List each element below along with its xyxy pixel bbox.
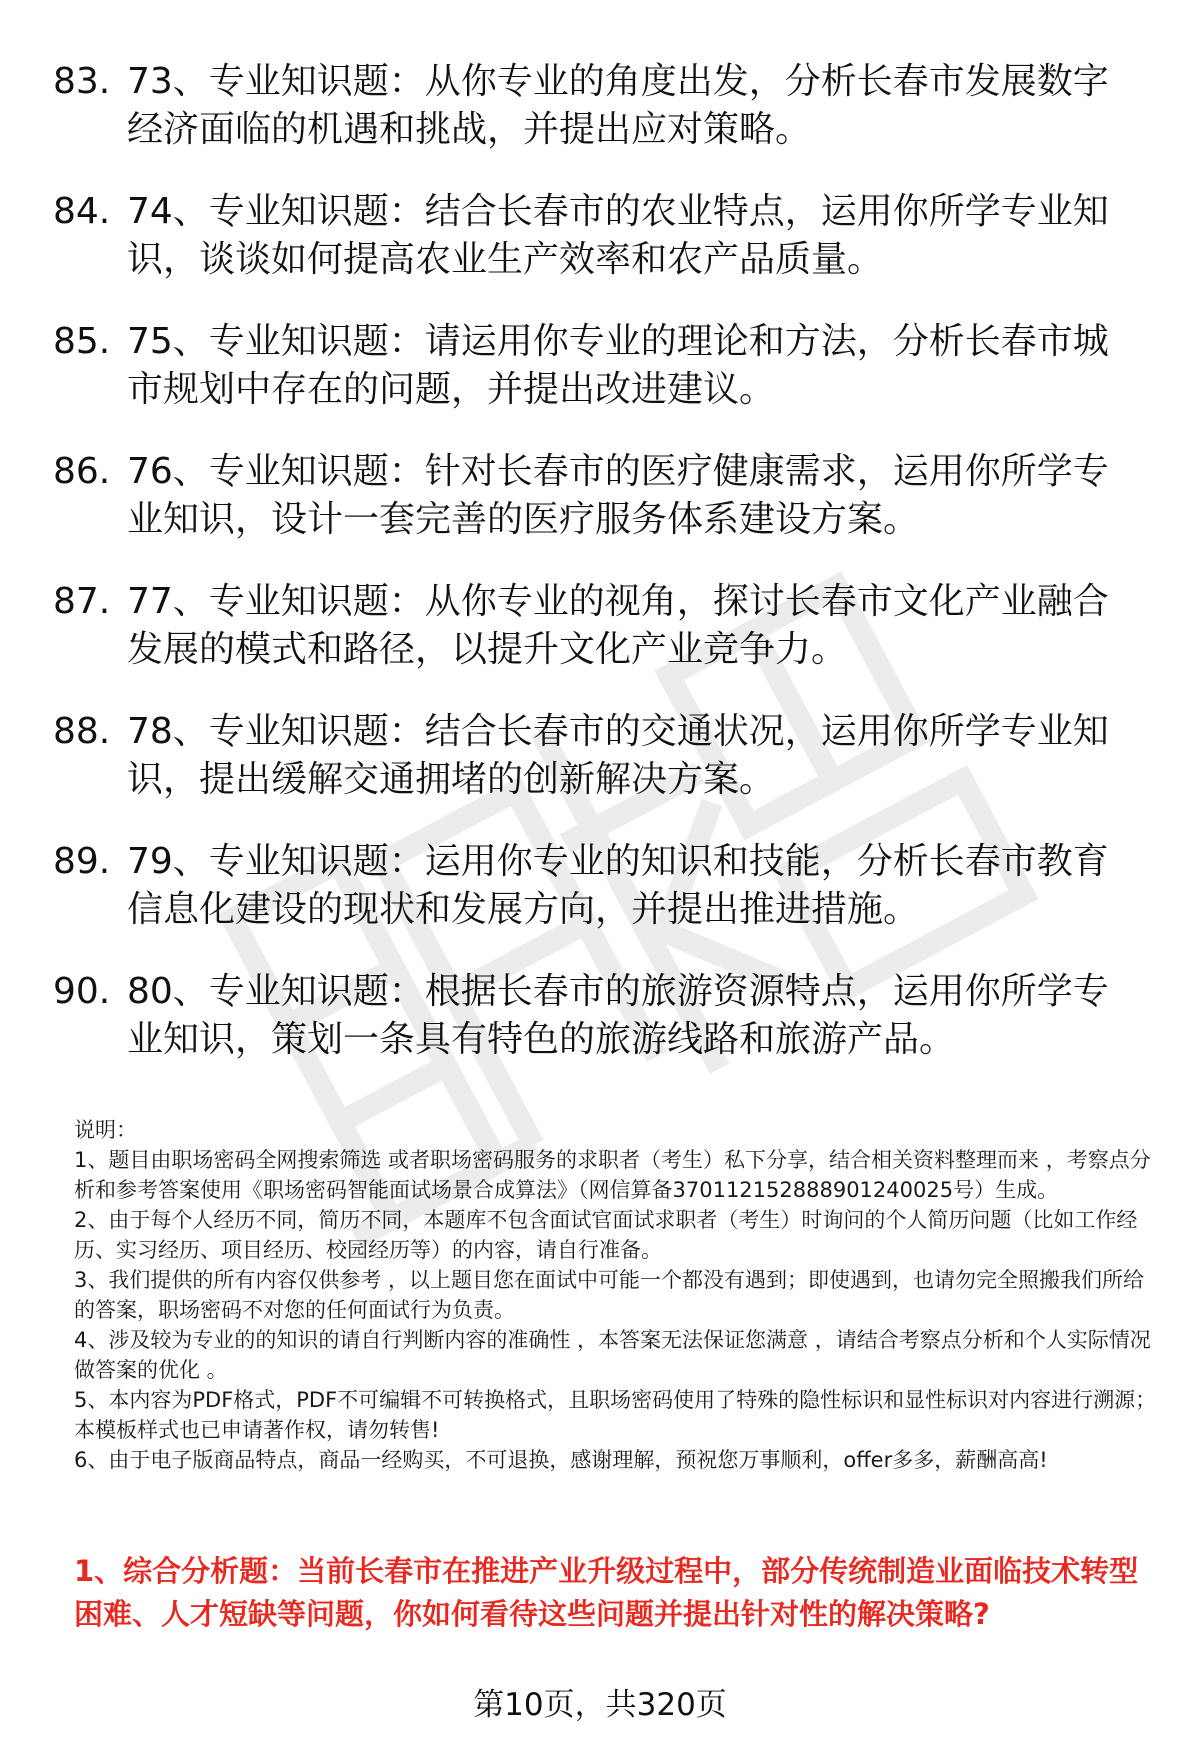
note-item: 1、题目由职场密码全网搜索筛选 或者职场密码服务的求职者（考生）私下分享，结合相关资料整理而来 ，考察点分析和参考答案使用《职场密码智能面试场景合成算法》（网信算备370112152888901240025号）生成。 — [74, 1148, 1151, 1202]
question-number: 86. — [53, 451, 111, 492]
question-text: 76、专业知识题：针对长春市的医疗健康需求，运用你所学专业知识，设计一套完善的医疗服务体系建设方案。 — [127, 451, 1109, 540]
question-number: 85. — [53, 321, 111, 362]
question-number: 84. — [53, 191, 111, 232]
question-number: 88. — [53, 711, 111, 752]
notes-heading: 说明： — [74, 1118, 137, 1142]
question-text: 74、专业知识题：结合长春市的农业特点，运用你所学专业知识，谈谈如何提高农业生产效率和农产品质量。 — [127, 191, 1109, 280]
question-item — [53, 188, 1153, 284]
question-text: 80、专业知识题：根据长春市的旅游资源特点，运用你所学专业知识，策划一条具有特色的旅游线路和旅游产品。 — [127, 971, 1109, 1060]
question-item — [53, 968, 1153, 1064]
note-item: 6、由于电子版商品特点，商品一经购买，不可退换，感谢理解，预祝您万事顺利，offer多多，薪酬高高! — [74, 1448, 1048, 1472]
question-text: 77、专业知识题：从你专业的视角，探讨长春市文化产业融合发展的模式和路径，以提升文化产业竞争力。 — [127, 581, 1109, 670]
question-item — [53, 318, 1153, 414]
question-text: 75、专业知识题：请运用你专业的理论和方法，分析长春市城市规划中存在的问题，并提出改进建议。 — [127, 321, 1109, 410]
question-text: 79、专业知识题：运用你专业的知识和技能，分析长春市教育信息化建设的现状和发展方向，并提出推进措施。 — [127, 841, 1109, 930]
question-number: 90. — [53, 971, 111, 1012]
note-item: 2、由于每个人经历不同，简历不同，本题库不包含面试官面试求职者（考生）时询问的个人简历问题（比如工作经历、实习经历、项目经历、校园经历等）的内容，请自行准备。 — [74, 1208, 1138, 1262]
note-item: 4、涉及较为专业的的知识的请自行判断内容的准确性 ，本答案无法保证您满意 ，请结合考察点分析和个人实际情况做答案的优化 。 — [74, 1328, 1151, 1382]
question-number: 87. — [53, 581, 111, 622]
note-item: 3、我们提供的所有内容仅供参考 ，以上题目您在面试中可能一个都没有遇到；即使遇到，也请勿完全照搬我们所给的答案，职场密码不对您的任何面试行为负责。 — [74, 1268, 1145, 1322]
highlight-question: 1、综合分析题：当前长春市在推进产业升级过程中，部分传统制造业面临技术转型困难、人才短缺等问题，你如何看待这些问题并提出针对性的解决策略? — [74, 1554, 1139, 1631]
question-number: 83. — [53, 61, 111, 102]
question-item — [53, 58, 1153, 154]
note-item: 5、本内容为PDF格式，PDF不可编辑不可转换格式，且职场密码使用了特殊的隐性标识和显性标识对内容进行溯源；本模板样式也已申请著作权，请勿转售! — [74, 1388, 1157, 1442]
notes-section — [74, 1115, 1160, 1475]
question-item — [53, 448, 1153, 544]
question-text: 73、专业知识题：从你专业的角度出发，分析长春市发展数字经济面临的机遇和挑战，并提出应对策略。 — [127, 61, 1109, 150]
page-footer — [0, 1685, 1200, 1725]
question-text: 78、专业知识题：结合长春市的交通状况，运用你所学专业知识，提出缓解交通拥堵的创新解决方案。 — [127, 711, 1109, 800]
question-item — [53, 838, 1153, 934]
page-number-label: 第10页，共320页 — [473, 1687, 727, 1723]
question-item — [53, 578, 1153, 674]
question-item — [53, 708, 1153, 804]
question-list — [53, 58, 1153, 1098]
question-number: 89. — [53, 841, 111, 882]
